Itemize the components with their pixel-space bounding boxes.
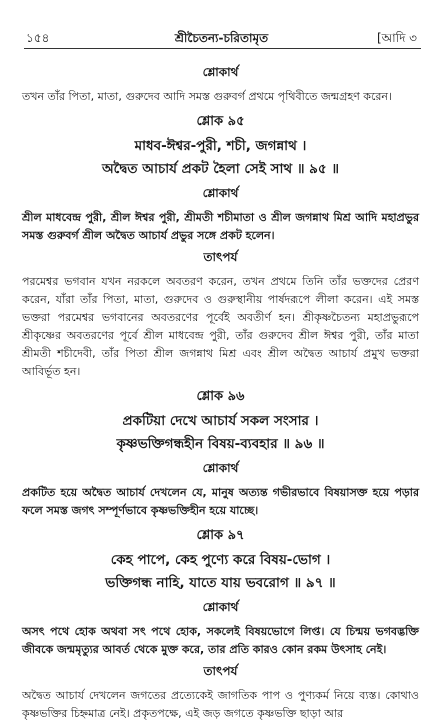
verse-97-line-2: ভক্তিগন্ধ নাহি, যাতে যায় ভবরোগ ॥ ৯৭ ॥ [105, 575, 336, 591]
verse-number-95: শ্লোক ৯৫ [196, 114, 245, 129]
purport-heading-97: তাৎপর্য [203, 664, 238, 678]
verse-95-line-1: মাধব-ঈশ্বর-পুরী, শচী, জগন্নাথ । [134, 138, 307, 154]
verse-96-line-2: কৃষ্ণভক্তিগন্ধহীন বিষয়-ব্যবহার ॥ ৯৬ ॥ [116, 436, 325, 452]
header-divider [24, 48, 421, 49]
verse-number-97: শ্লোক ৯৭ [196, 528, 245, 543]
chapter-marker: [আদি ৩ [376, 31, 417, 45]
translation-heading: শ্লোকার্থ [202, 65, 239, 79]
purport-text-97: অদ্বৈত আচার্য দেখলেন জগতের প্রত্যেকেই জাগতিক পাপ ও পুণ্যকর্ম নিয়ে ব্যস্ত। কোথাও কৃষ্ণভক্তির চিহ্নমাত্র নেই। প্রকৃতপক্ষে, এই জড় জগতে কৃষ্ণভক্তি ছাড়া আর [22, 689, 419, 720]
verse-96-line-1: প্রকটিয়া দেখে আচার্য সকল সংসার । [122, 413, 319, 429]
purport-text-95: পরমেশ্বর ভগবান যখন নরকলে অবতরণ করেন, তখন প্রথমে তিনি তাঁর ভক্তদের প্রেরণ করেন, যাঁরা তাঁর পিতা, মাতা, গুরুদেব ও গুরুস্থানীয় পার্ষদরূপে লীলা করেন। এই সমস্ত ভক্তরা পরমেশ্বর ভগবানের অবতরণের পূর্বেই অবতীর্ণ হন। শ্রীকৃষ্ণচৈতন্য মহাপ্রভুরূপে শ্রীকৃষ্ণের অবতরণের পূর্বে শ্রীল মাধবেন্দ্র পুরী, তাঁর গুরুদেব শ্রীল ঈশ্বর পুরী, তাঁর মাতা শ্রীমতী শচীদেবী, তাঁর পিতা শ্রীল জগন্নাথ মিশ্র এবং শ্রীল অদ্বৈত আচার্য প্রমুখ ভক্তরা আবির্ভূত হন। [22, 275, 419, 378]
verse-97-line-1: কেহ পাপে, কেহ পুণ্যে করে বিষয়-ভোগ । [110, 552, 331, 568]
page-header [26, 30, 417, 50]
verse-number-96: শ্লোক ৯৬ [196, 389, 245, 404]
translation-heading-95: শ্লোকার্থ [202, 186, 239, 200]
purport-heading-95: তাৎপর্য [203, 250, 238, 264]
translation-heading-96: শ্লোকার্থ [202, 461, 239, 475]
page-number: ১৫৪ [26, 31, 50, 45]
running-title: শ্রীচৈতন্য-চরিতামৃত [174, 31, 269, 45]
translation-text-95: শ্রীল মাধবেন্দ্র পুরী, শ্রীল ঈশ্বর পুরী, শ্রীমতী শচীমাতা ও শ্রীল জগন্নাথ মিশ্র আদি মহাপ্রভুর সমস্ত গুরুবর্গ শ্রীল অদ্বৈত আচার্য প্রভুর সঙ্গে প্রকট হলেন। [22, 211, 419, 242]
verse-95-line-2: অদ্বৈত আচার্য প্রকট হৈলা সেই সাথ ॥ ৯৫ ॥ [101, 161, 340, 177]
translation-heading-97: শ্লোকার্থ [202, 600, 239, 614]
page-body [22, 60, 419, 726]
translation-text-97: অসৎ পথে হোক অথবা সৎ পথে হোক, সকলেই বিষয়ভোগে লিপ্ত। যে চিন্ময় ভগবদ্ভক্তি জীবকে জন্মমৃত্যুর আবর্ত থেকে মুক্ত করে, তার প্রতি কারও কোন রকম উৎসাহ নেই। [22, 625, 419, 656]
translation-text: তখন তাঁর পিতা, মাতা, গুরুদেব আদি সমস্ত গুরুবর্গ প্রথমে পৃথিবীতে জন্মগ্রহণ করেন। [22, 90, 392, 103]
translation-text-96: প্রকটিত হয়ে অদ্বৈত আচার্য দেখলেন যে, মানুষ অত্যন্ত গভীরভাবে বিষয়াসক্ত হয়ে পড়ার ফলে সমস্ত জগৎ সম্পূর্ণভাবে কৃষ্ণভক্তিহীন হয়ে যাচ্ছে। [22, 486, 419, 517]
